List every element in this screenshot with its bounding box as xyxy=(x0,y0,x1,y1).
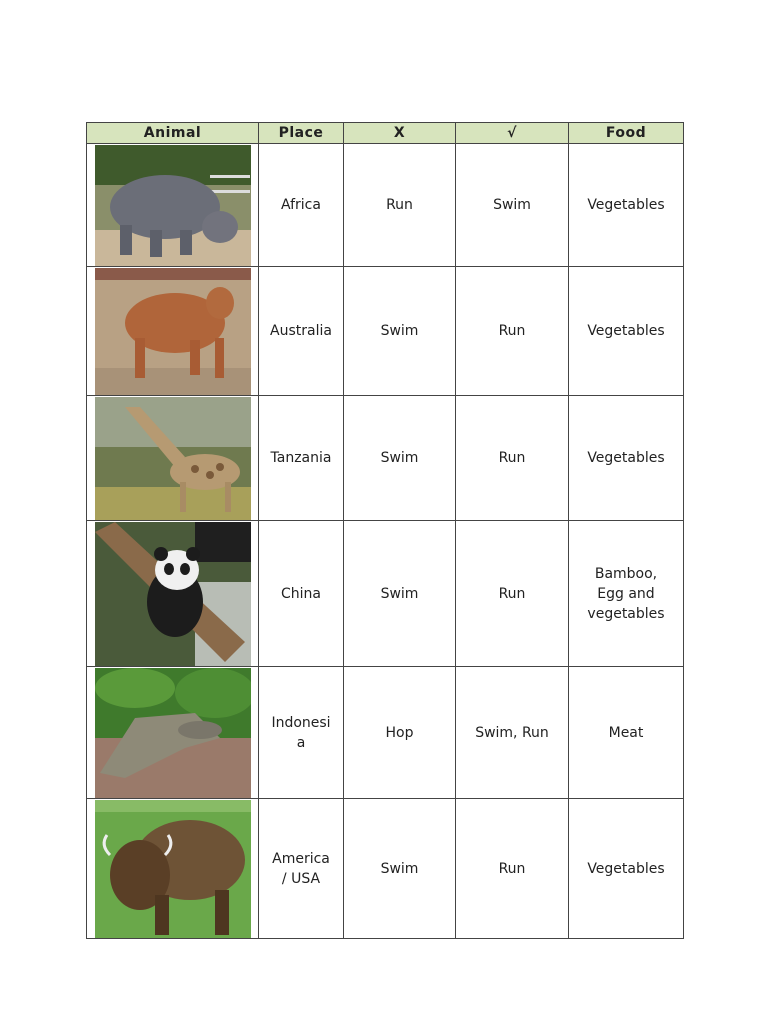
giraffe-photo xyxy=(95,397,251,520)
animal-cell xyxy=(87,521,259,667)
table-row xyxy=(87,799,684,939)
x-cell: Swim xyxy=(344,396,456,521)
header-place: Place xyxy=(259,123,344,144)
animal-cell xyxy=(87,267,259,396)
table-row xyxy=(87,521,684,667)
animals-table xyxy=(86,122,684,939)
food-cell: Vegetables xyxy=(569,144,684,267)
place-cell: America / USA xyxy=(259,799,344,939)
check-cell: Run xyxy=(456,799,569,939)
food-cell: Vegetables xyxy=(569,396,684,521)
food-cell: Bamboo, Egg and vegetables xyxy=(569,521,684,667)
check-cell: Run xyxy=(456,521,569,667)
table-row xyxy=(87,267,684,396)
place-cell: Tanzania xyxy=(259,396,344,521)
x-cell: Hop xyxy=(344,667,456,799)
kangaroo-photo xyxy=(95,268,251,395)
x-cell: Run xyxy=(344,144,456,267)
komodo-dragon-photo xyxy=(95,668,251,798)
animal-cell xyxy=(87,667,259,799)
animal-cell xyxy=(87,799,259,939)
place-cell: Africa xyxy=(259,144,344,267)
place-cell: China xyxy=(259,521,344,667)
check-cell: Swim xyxy=(456,144,569,267)
hippopotamus-photo xyxy=(95,145,251,266)
x-cell: Swim xyxy=(344,521,456,667)
place-cell: Indonesi a xyxy=(259,667,344,799)
check-cell: Run xyxy=(456,267,569,396)
x-cell: Swim xyxy=(344,799,456,939)
header-animal: Animal xyxy=(87,123,259,144)
table-row xyxy=(87,396,684,521)
header-x: X xyxy=(344,123,456,144)
check-cell: Run xyxy=(456,396,569,521)
place-cell: Australia xyxy=(259,267,344,396)
bison-photo xyxy=(95,800,251,938)
food-cell: Vegetables xyxy=(569,267,684,396)
animal-cell xyxy=(87,144,259,267)
header-check: √ xyxy=(456,123,569,144)
x-cell: Swim xyxy=(344,267,456,396)
table-header-row xyxy=(87,123,684,144)
header-food: Food xyxy=(569,123,684,144)
food-cell: Vegetables xyxy=(569,799,684,939)
food-cell: Meat xyxy=(569,667,684,799)
check-cell: Swim, Run xyxy=(456,667,569,799)
panda-photo xyxy=(95,522,251,666)
table-row xyxy=(87,667,684,799)
table-row xyxy=(87,144,684,267)
animal-cell xyxy=(87,396,259,521)
